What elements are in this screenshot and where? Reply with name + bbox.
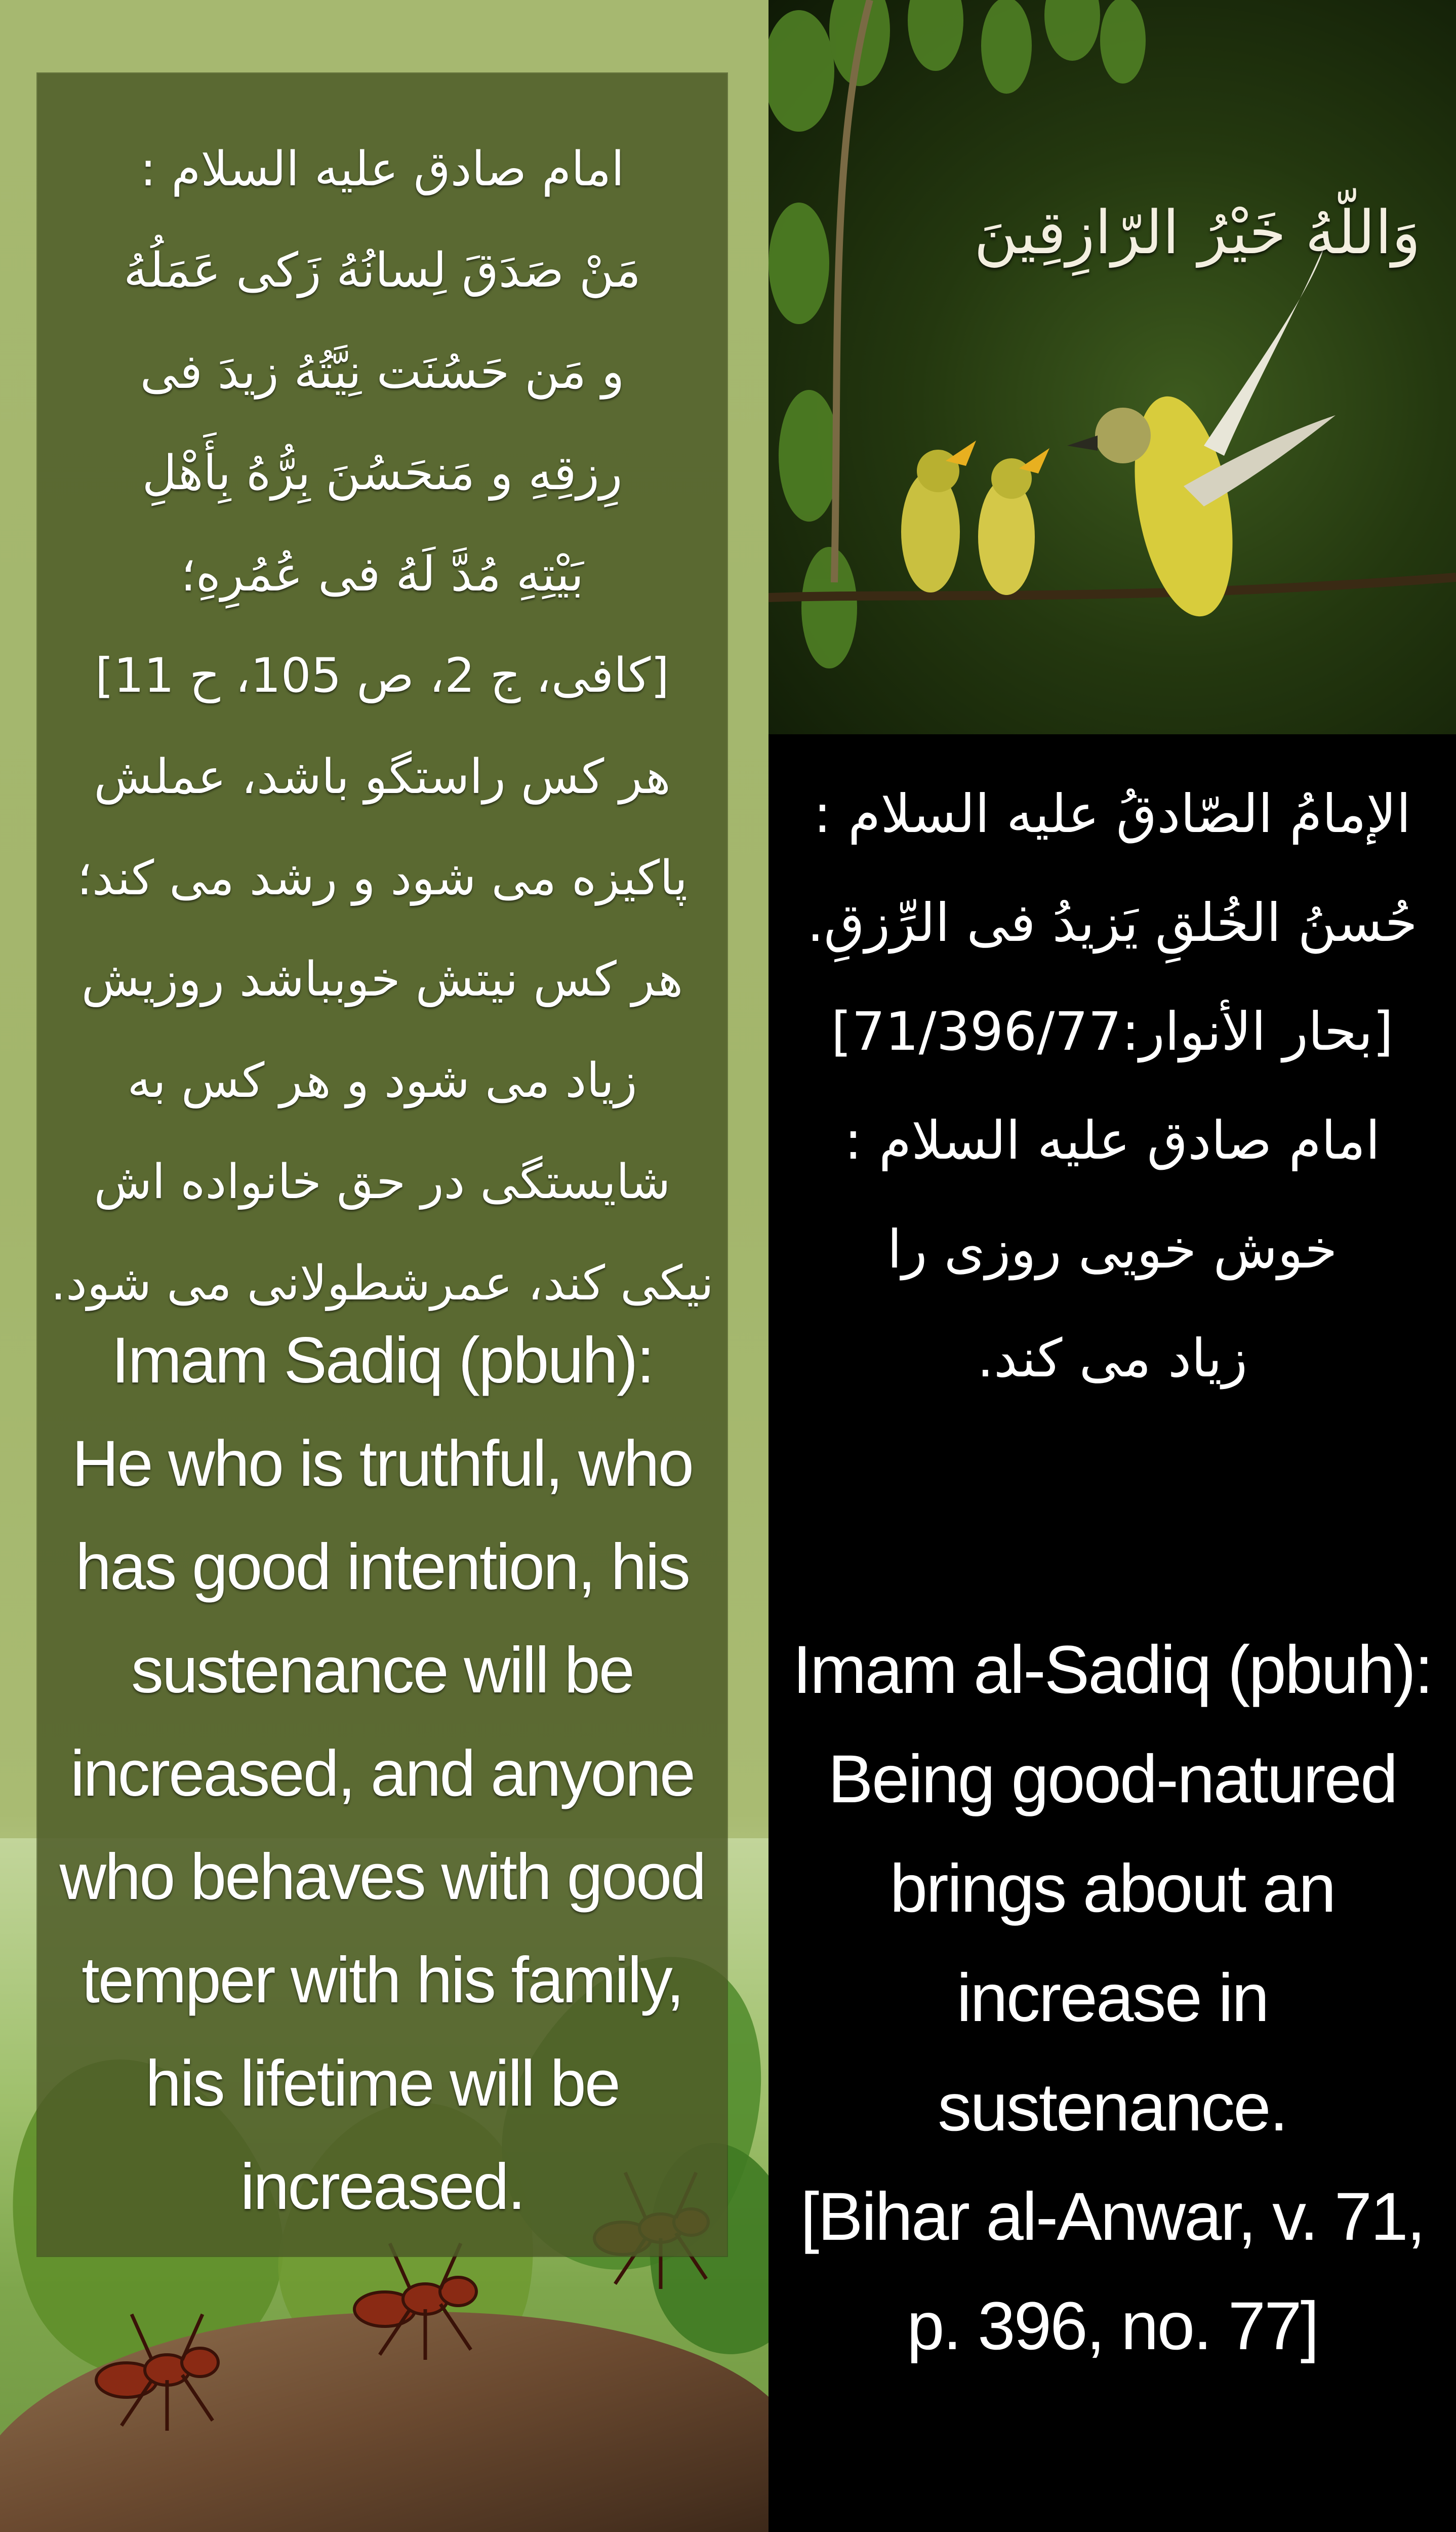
text-line: increase in [956, 1960, 1268, 2036]
text-line: Imam Sadiq (pbuh): [111, 1324, 654, 1397]
text-line: خوش خویی روزی را [887, 1218, 1338, 1280]
right-panel [769, 0, 1456, 2532]
text-line: Imam al-Sadiq (pbuh): [792, 1632, 1432, 1708]
arabic-persian-hadith-text [769, 760, 1456, 1413]
text-line: هر کس نیتش خوبباشد روزیش [81, 952, 683, 1007]
text-line: sustenance will be [131, 1634, 633, 1707]
text-line: his lifetime will be [145, 2047, 619, 2120]
text-line: نیکی کند، عمرشطولانی می شود. [51, 1256, 714, 1311]
text-line: [Bihar al-Anwar, v. 71, [800, 2179, 1424, 2254]
text-line: increased, and anyone [70, 1737, 695, 1810]
persian-hadith-text [37, 119, 727, 1334]
text-line: زیاد می شود و هر کس به [127, 1053, 637, 1109]
text-line: temper with his family, [82, 1944, 683, 2016]
english-translation-text [37, 1309, 727, 2239]
text-line: [بحار الأنوار:71/396/77] [831, 1001, 1394, 1062]
photo-calligraphy-caption: وَاللّهُ خَیْرُ الرّازِقِینَ [974, 197, 1421, 267]
english-translation-text [769, 1615, 1456, 2381]
text-line: امام صادق علیه السلام : [140, 142, 625, 197]
text-line: Being good-natured [828, 1742, 1397, 1817]
quote-text-box [37, 73, 727, 2256]
text-line: بَیْتِهِ مُدَّ لَهُ فی عُمُرِهِ؛ [180, 547, 584, 602]
text-line: الإمامُ الصّادقُ علیه السلام : [813, 783, 1411, 845]
text-line: brings about an [889, 1851, 1335, 1926]
birds-illustration [769, 0, 1456, 734]
text-line: هر کس راستگو باشد، عملش [94, 749, 671, 805]
text-line: who behaves with good [59, 1841, 705, 1913]
text-line: has good intention, his [75, 1531, 689, 1603]
text-line: و مَن حَسُنَت نِیَّتُهُ زیدَ فی [140, 344, 625, 400]
text-line: حُسنُ الخُلقِ یَزیدُ فی الرِّزقِ. [807, 892, 1418, 954]
text-line: زیاد می کند. [977, 1327, 1248, 1389]
text-line: مَنْ صَدَقَ لِسانُهُ زَکی عَمَلُهُ [124, 243, 641, 298]
text-line: increased. [240, 2151, 524, 2223]
text-line: He who is truthful, who [72, 1428, 693, 1500]
text-line: امام صادق علیه السلام : [844, 1110, 1381, 1171]
text-line: sustenance. [938, 2070, 1287, 2145]
birds-feeding-photo [769, 0, 1456, 734]
text-line: رِزقِهِ و مَنحَسُنَ بِرُّهُ بِأَهْلِ [142, 446, 623, 501]
text-line: پاکیزه می شود و رشد می کند؛ [76, 851, 688, 906]
text-line: شایستگی در حق خانواده اش [94, 1155, 671, 1210]
text-line: p. 396, no. 77] [907, 2288, 1318, 2364]
text-line: [کافی، ج 2، ص 105، ح 11] [95, 648, 670, 703]
